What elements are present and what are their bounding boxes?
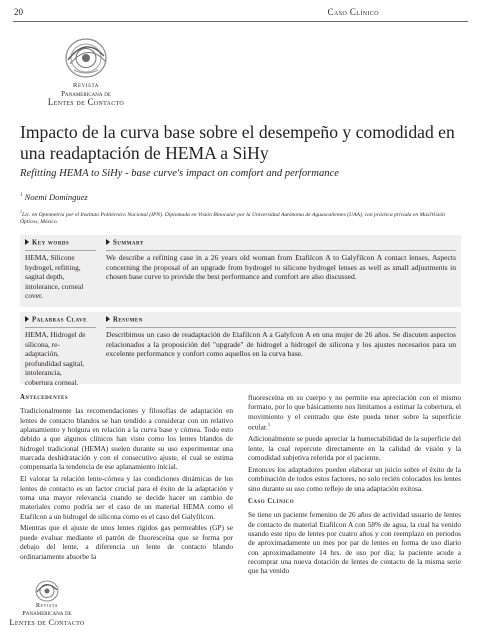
- summary-heading-label: Summary: [113, 239, 144, 247]
- antecedentes-heading: Antecedentes: [20, 394, 69, 401]
- footer-logo-line-1: Revista: [35, 603, 59, 609]
- footer-logo-line-3: Lentes de Contacto: [9, 617, 85, 627]
- journal-logo: [32, 30, 132, 108]
- body-paragraph: El valorar la relación lente-córnea y las condiciones dinámicas de los lentes de contacto es un factor crucial para el éxito de la adaptación y toma una mayor relevancia cuando se decide hacer un cambio de materiales como podría ser el caso de un material HEMA como el Etafilcon a un hidrogel de silicona como es el caso del Galyfilcon.: [20, 474, 233, 521]
- keywords-list: HEMA, Silicone hydrogel, refitting, sagital depth, intolerance, corneal cover.: [25, 253, 84, 300]
- author-name: Noemi Domínguez: [24, 192, 88, 202]
- body-paragraph-text: fluoresceína en su cuerpo y no permite esa apreciación con el mismo formato, por lo que básicamente nos limitamos a estimar la cobertura, el movimiento y el centrado que éste pueda tener sobre la superficie ocular.: [248, 393, 461, 432]
- palabras-clave-list: HEMA, Hidrogel de silicona, re-adaptación, profundidad sagital, intolerancia, cobertura corneal.: [25, 330, 86, 387]
- footer-logo-swirl-icon: [4, 578, 90, 604]
- summary-text: We describe a refitting case in a 26 years old woman from Etafilcon A to Galyfilcon A contact lenses, Aspects concerning the proposal of an upgrade from hydrogel to silicone hydrogel lenses as well as small adjustments in chosen base curve to provide the best performance and comfort are also discussed.: [106, 253, 456, 281]
- body-paragraph: Entonces los adaptadores pueden elaborar un juicio sobre el éxito de la combinación de todos estos factores, no solo recién colocados los lentes sino durante su uso como reflejo de una adaptación exitosa.: [248, 464, 461, 493]
- triangle-icon: [106, 316, 110, 322]
- resumen-text: Describimos un caso de readaptación de Etafilcon A a Galyfcon A en una mujer de 26 años. Se discuten aspectos relacionados a la proposición del "upgrade" de hidrogel a hidrogel de silicona y los ajustes necesarios para un excelente performance y confort como aquellos en la curva base.: [106, 330, 456, 358]
- keywords-heading: [25, 239, 69, 247]
- header-rule: [13, 21, 468, 22]
- affiliation-superscript: 1: [20, 209, 22, 214]
- affiliation-text: Lic. en Optometría por el Instituto Politécnico Nacional (IPN). Diplomada en Visión Binocular por la Universidad Autónoma de Aguascalientes (UAA), con práctica privada en MaxiVisión Ópticos, México.: [20, 211, 445, 226]
- footer-journal-logo: [4, 578, 90, 638]
- english-abstract-box: [20, 235, 461, 307]
- affiliation: [20, 208, 460, 226]
- body-paragraph: Adicionalmente se puede apreciar la humectabilidad de la superficie del lente, la cual repercute directamente en la calidad de visión y la comodidad subjetiva referida por el paciente.: [248, 434, 461, 462]
- body-paragraph: Tradicionalmente las recomendaciones y filosofías de adaptación en lentes de contacto blandos se han tendido a considerar con un relativo aplanamiento y holgura en relación a la curva base y córnea. Todo esto debido a que algunos clínicos han visto como los lentes blandos de hidrogel tradicional (HEMA) suelen durante su uso experimentar una marcada deshidratación y con el consecutivo ajuste, el cual se estima compensaría la tendencia de ese aplanamiento inicial.: [20, 406, 233, 472]
- footer-logo-line-2: Panamericana de: [22, 610, 72, 617]
- keywords-heading-label: Key words: [32, 239, 70, 247]
- caso-clinico-heading: Caso Clínico: [248, 497, 295, 505]
- logo-line-2: Panamericana de: [61, 90, 111, 98]
- author: [20, 192, 88, 202]
- citation-superscript: 1: [267, 423, 271, 429]
- resumen-heading: [106, 316, 143, 324]
- palabras-clave-heading-label: Palabras Clave: [32, 316, 87, 324]
- body-paragraph: Mientras que el ajuste de unos lentes rígidos gas permeables (GP) se puede evaluar mediante el patrón de fluoresceína que se forma por debajo del lente, a diferencia un lente de contacto blando ordinariamente absorbe la: [20, 523, 233, 561]
- logo-line-1: Revista: [73, 82, 99, 89]
- triangle-icon: [106, 239, 110, 245]
- logo-swirl-icon: [36, 30, 136, 84]
- summary-rule: [106, 250, 456, 251]
- resumen-rule: [106, 327, 456, 328]
- body-right-column: [248, 393, 461, 578]
- section-header: Caso Clínico: [327, 7, 379, 17]
- triangle-icon: [25, 239, 29, 245]
- resumen-heading-label: Resumen: [113, 316, 143, 324]
- palabras-clave-rule: [25, 327, 96, 328]
- logo-line-3: Lentes de Contacto: [47, 97, 125, 107]
- article-title: Impacto de la curva base sobre el desempeño y comodidad en una readaptación de HEMA a SiHy: [20, 122, 455, 163]
- body-paragraph: [248, 393, 461, 432]
- article-subtitle: Refitting HEMA to SiHy - base curve's impact on comfort and performance: [20, 168, 339, 179]
- body-paragraph: Se tiene un paciente femenino de 26 años de actividad usuario de lentes de contacto de material Etafilcon A con 58% de agua, la cual ha venido usando este tipo de lentes por cuatro años y con reemplazo en periodos de aproximadamente un mes por par de lentes en forma de uso diario con aproximadamente 14 hrs. de uso por día; la paciente acude a recomprar una nueva dotación de lentes de contacto de la misma serie que ha venido: [248, 510, 461, 576]
- body-left-column: [20, 393, 233, 563]
- summary-heading: [106, 239, 144, 247]
- keywords-rule: [25, 250, 96, 251]
- author-superscript: 1: [20, 193, 23, 199]
- palabras-clave-heading: [25, 316, 87, 324]
- page-number: 20: [14, 7, 23, 17]
- triangle-icon: [25, 316, 29, 322]
- spanish-abstract-box: [20, 312, 461, 387]
